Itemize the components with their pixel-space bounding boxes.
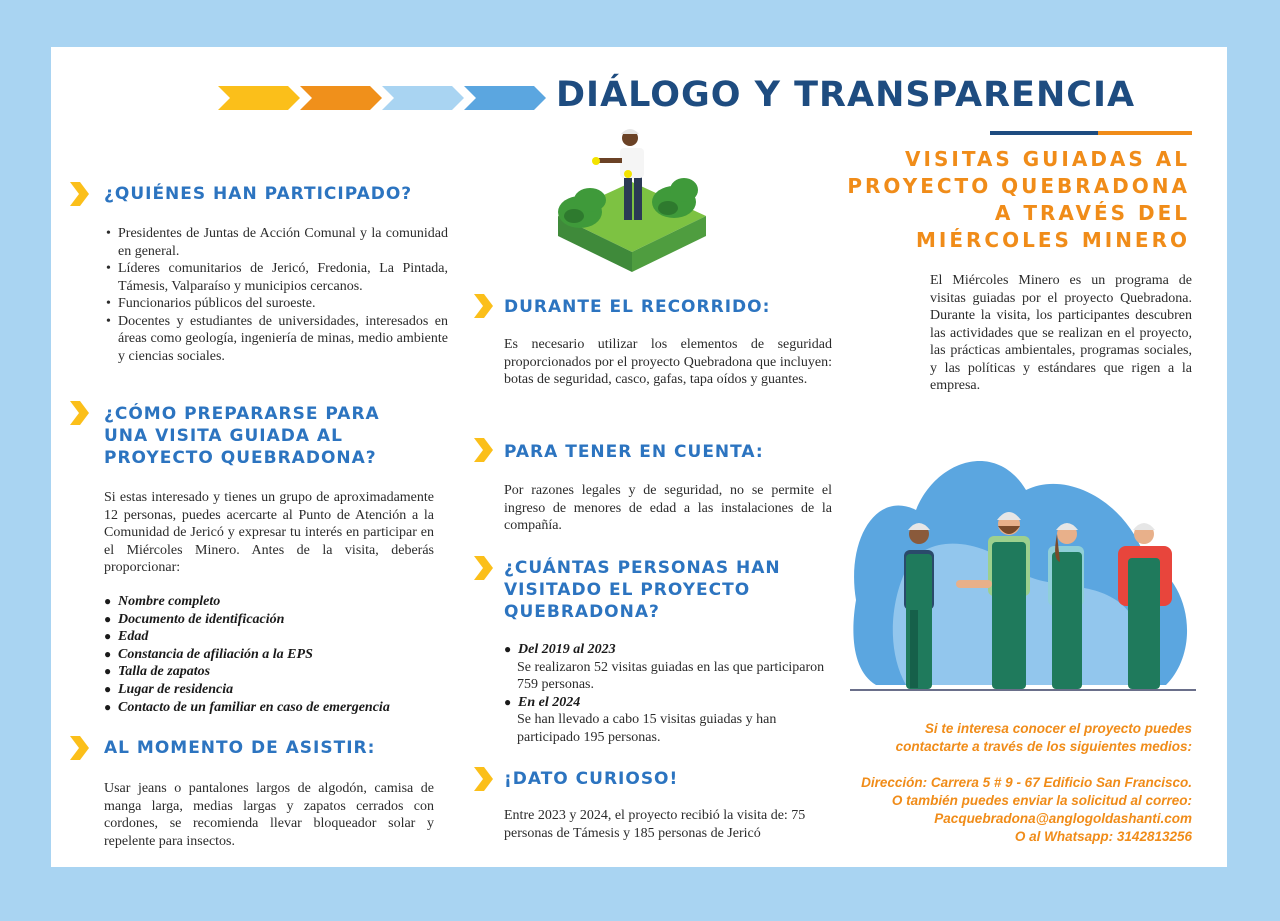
- section-title-cuantas: [504, 557, 781, 623]
- chevron-lightblue: [382, 86, 464, 110]
- list-item: ● Edad: [104, 628, 444, 646]
- title-line: ¿CÓMO PREPARARSE PARA: [104, 404, 380, 424]
- subtitle-line: MIÉRCOLES MINERO: [915, 228, 1190, 252]
- visits-stats: [504, 641, 834, 746]
- chevron-orange: [300, 86, 382, 110]
- title-line: UNA VISITA GUIADA AL: [104, 426, 343, 446]
- requirements-list: [104, 593, 444, 716]
- section-chevron-icon: [68, 735, 90, 761]
- contact-whatsapp[interactable]: O al Whatsapp: 3142813256: [1014, 829, 1192, 844]
- chevron-blue: [464, 86, 546, 110]
- section-title-preparacion: [104, 403, 380, 469]
- contact-spacer: [790, 756, 1192, 774]
- cuenta-text: Por razones legales y de seguridad, no se permite el ingreso de menores de edad a las instalaciones de la compañía.: [504, 483, 832, 533]
- section-chevron-icon: [68, 181, 90, 207]
- contact-address: Dirección: Carrera 5 # 9 - 67 Edificio San Francisco.: [861, 775, 1192, 790]
- period-text: Se han llevado a cabo 15 visitas guiadas y han participado 195 personas.: [517, 712, 777, 745]
- subtitle-line: A TRAVÉS DEL: [994, 201, 1190, 225]
- title-rule: [990, 131, 1192, 135]
- contact-email-link[interactable]: Pacquebradona@anglogoldashanti.com: [934, 811, 1192, 826]
- intro-text: El Miércoles Minero es un programa de visitas guiadas por el proyecto Quebradona. Durante la visita, los participantes descubren las actividades que se realizan en el proyecto, las prácticas ambientales, programas sociales, y las políticas y estándares que rigen a la empresa.: [930, 273, 1192, 393]
- period-text: Se realizaron 52 visitas guiadas en las que participaron 759 personas.: [517, 659, 825, 693]
- subtitle-line: VISITAS GUIADAS AL: [905, 147, 1190, 171]
- chevron-yellow: [218, 86, 300, 110]
- participantes-list: [104, 225, 448, 365]
- worker-3: [1048, 523, 1084, 689]
- header-chevrons: [216, 84, 548, 112]
- period-label: ● Del 2019 al 2023: [504, 641, 834, 659]
- list-item: ● Constancia de afiliación a la EPS: [104, 646, 444, 664]
- recorrido-text: Es necesario utilizar los elementos de seguridad proporcionados por el proyecto Quebradona que incluyen: botas de seguridad, casco, gafas, tapa oídos y guantes.: [504, 337, 832, 387]
- subtitle-line: PROYECTO QUEBRADONA: [847, 174, 1190, 198]
- dato-text: Entre 2023 y 2024, el proyecto recibió la visita de: 75 personas de Támesis y 185 personas de Jericó: [504, 808, 806, 841]
- section-title-asistir: AL MOMENTO DE ASISTIR:: [104, 738, 376, 758]
- list-item: • Líderes comunitarios de Jericó, Fredonia, La Pintada, Támesis, Valparaíso y municipios cercanos.: [118, 260, 448, 295]
- section-chevron-icon: [472, 293, 494, 319]
- title-line: VISITADO EL PROYECTO: [504, 580, 751, 600]
- list-item: • Docentes y estudiantes de universidades, interesados en áreas como geología, ingeniería de minas, medio ambiente y ciencias sociales.: [118, 313, 448, 366]
- section-title-dato: ¡DATO CURIOSO!: [504, 769, 679, 789]
- section-chevron-icon: [472, 437, 494, 463]
- list-item: ● Nombre completo: [104, 593, 444, 611]
- contact-line: O también puedes enviar la solicitud al correo:: [891, 793, 1192, 808]
- subtitle: [790, 146, 1190, 254]
- list-item: • Presidentes de Juntas de Acción Comunal y la comunidad en general.: [118, 225, 448, 260]
- preparacion-text: Si estas interesado y tienes un grupo de aproximadamente 12 personas, puedes acercarte al Punto de Atención a la Comunidad de Jericó y expresar tu interés en participar en el Miércoles Minero. Antes de la visita, deberás proporcionar:: [104, 490, 434, 575]
- list-item: ● Talla de zapatos: [104, 663, 444, 681]
- section-title-cuenta: PARA TENER EN CUENTA:: [504, 442, 764, 462]
- ground-line: [850, 689, 1196, 691]
- list-item: ● Documento de identificación: [104, 611, 444, 629]
- title-line: ¿CUÁNTAS PERSONAS HAN: [504, 558, 781, 578]
- period-label: ● En el 2024: [504, 694, 834, 712]
- worker-plants-illustration: [552, 124, 712, 276]
- list-item: ● Lugar de residencia: [104, 681, 444, 699]
- title-line: PROYECTO QUEBRADONA?: [104, 448, 377, 468]
- page-title: DIÁLOGO Y TRANSPARENCIA: [556, 75, 1136, 115]
- list-item: • Funcionarios públicos del suroeste.: [118, 295, 448, 313]
- section-title-recorrido: DURANTE EL RECORRIDO:: [504, 297, 771, 317]
- contact-line: Si te interesa conocer el proyecto puedes: [924, 721, 1192, 736]
- section-chevron-icon: [68, 400, 90, 426]
- title-line: QUEBRADONA?: [504, 602, 660, 622]
- section-title-participantes: ¿QUIÉNES HAN PARTICIPADO?: [104, 184, 413, 204]
- section-chevron-icon: [472, 555, 494, 581]
- workers-group-illustration: [846, 450, 1196, 692]
- asistir-text: Usar jeans o pantalones largos de algodón, camisa de manga larga, medias largas y zapatos cerrados con cordones, se recomienda llevar bloqueador solar y repelente para insectos.: [104, 781, 434, 849]
- contact-line: contactarte a través de los siguientes medios:: [895, 739, 1192, 754]
- list-item: ● Contacto de un familiar en caso de emergencia: [104, 699, 444, 717]
- section-chevron-icon: [472, 766, 494, 792]
- contact-info: [790, 720, 1192, 846]
